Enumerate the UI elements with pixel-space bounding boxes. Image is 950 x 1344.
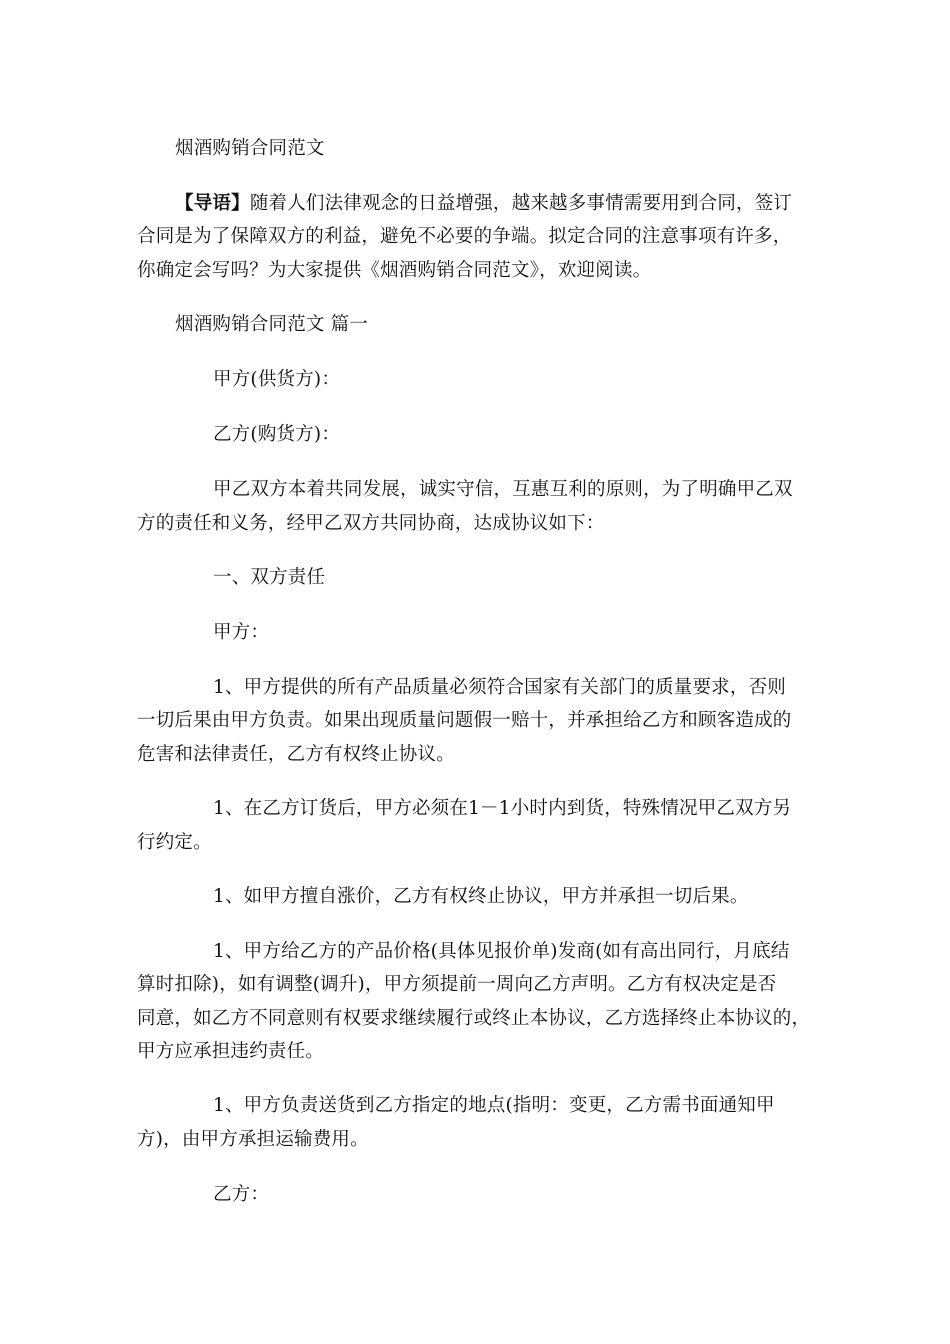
party-b-label: 乙方： bbox=[213, 1184, 270, 1205]
clause-3-line-1: 1、如甲方擅自涨价，乙方有权终止协议，甲方并承担一切后果。 bbox=[213, 886, 749, 907]
party-b-line: 乙方(购货方)： bbox=[213, 424, 341, 445]
clause-2-line-1: 1、在乙方订货后，甲方必须在1－1小时内到货，特殊情况甲乙双方另 bbox=[213, 798, 792, 819]
clause-4-line-2: 算时扣除)，如有调整(调升)，甲方须提前一周向乙方声明。乙方有权决定是否 bbox=[137, 974, 777, 995]
clause-1-line-1: 1、甲方提供的所有产品质量必须符合国家有关部门的质量要求，否则 bbox=[213, 677, 786, 698]
section-title: 烟酒购销合同范文 篇一 bbox=[175, 314, 369, 335]
intro-line-3: 你确定会写吗？为大家提供《烟酒购销合同范文》，欢迎阅读。 bbox=[137, 260, 652, 281]
clause-4-line-3: 同意，如乙方不同意则有权要求继续履行或终止本协议，乙方选择终止本协议的， bbox=[137, 1008, 811, 1029]
party-a-line: 甲方(供货方)： bbox=[213, 369, 341, 390]
heading-responsibilities: 一、双方责任 bbox=[213, 567, 326, 588]
clause-1-line-3: 危害和法律责任，乙方有权终止协议。 bbox=[137, 744, 455, 765]
clause-2-line-2: 行约定。 bbox=[137, 832, 212, 853]
intro-line-1 bbox=[175, 195, 792, 214]
preamble-line-2: 方的责任和义务，经甲乙双方共同协商，达成协议如下： bbox=[137, 513, 605, 534]
clause-1-line-2: 一切后果由甲方负责。如果出现质量问题假一赔十，并承担给乙方和顾客造成的 bbox=[137, 710, 792, 731]
clause-4-line-1: 1、甲方给乙方的产品价格(具体见报价单)发商(如有高出同行，月底结 bbox=[213, 941, 790, 962]
clause-4-line-4: 甲方应承担违约责任。 bbox=[137, 1041, 325, 1062]
clause-5-line-1: 1、甲方负责送货到乙方指定的地点(指明：变更，乙方需书面通知甲 bbox=[213, 1095, 775, 1116]
preamble-line-1: 甲乙双方本着共同发展，诚实守信，互惠互利的原则，为了明确甲乙双 bbox=[213, 479, 793, 500]
intro-line-2: 合同是为了保障双方的利益，避免不必要的争端。拟定合同的注意事项有许多， bbox=[137, 226, 792, 247]
intro-text: 随着人们法律观念的日益增强，越来越多事情需要用到合同，签订 bbox=[249, 193, 793, 214]
document-title: 烟酒购销合同范文 bbox=[175, 138, 325, 159]
clause-5-line-2: 方)，由甲方承担运输费用。 bbox=[137, 1129, 369, 1150]
party-a-label: 甲方： bbox=[213, 622, 270, 643]
intro-tag: 【导语】 bbox=[175, 193, 250, 214]
